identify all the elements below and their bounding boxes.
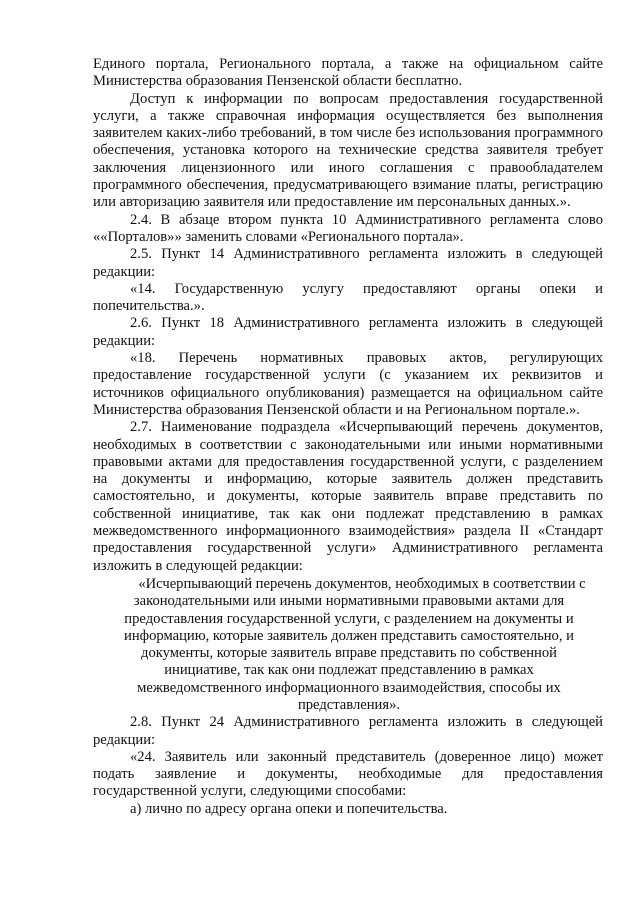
- paragraph-point-18: «18. Перечень нормативных правовых актов, регулирующих предоставление государственной услуги (с указанием их реквизитов и источников официального опубликования) размещается на официальном сайте Министерства образования Пензенской области и на Региональном портале.».: [93, 350, 603, 418]
- subsection-title-block: [105, 576, 593, 714]
- paragraph-2-7: 2.7. Наименование подраздела «Исчерпывающий перечень документов, необходимых в соответствии с законодательными или иными нормативными правовыми актами для предоставления государственной услуги, с разделением на документы и информацию, которые заявитель должен представить самостоятельно, и документы, которые заявитель вправе представить по собственной инициативе, так как они подлежат представлению в рамках межведомственного информационного взаимодействия» раздела II «Стандарт предоставления государственной услуги» Административного регламента изложить в следующей редакции:: [93, 419, 603, 574]
- paragraph-point-24: «24. Заявитель или законный представитель (доверенное лицо) может подать заявление и документы, необходимые для предоставления государственной услуги, следующими способами:: [93, 748, 603, 800]
- subsection-title: «Исчерпывающий перечень документов, необходимых в соответствии с законодательными или иными нормативными правовыми актами для предоставления государственной услуги, с разделением на документы и информацию, которые заявитель должен представить самостоятельно, и документы, которые заявитель вправе представить по собственной инициативе, так как они подлежат представлению в рамках межведомственного информационного взаимодействия, способы их представления».: [124, 575, 586, 713]
- paragraph-2-8: 2.8. Пункт 24 Административного регламента изложить в следующей редакции:: [93, 714, 603, 748]
- document-page: [93, 56, 603, 818]
- paragraph-portal-free: Единого портала, Регионального портала, а также на официальном сайте Министерства образования Пензенской области бесплатно.: [93, 56, 603, 90]
- paragraph-2-4: 2.4. В абзаце втором пункта 10 Административного регламента слово ««Порталов»» заменить словами «Регионального портала».: [93, 211, 603, 245]
- paragraph-point-14: «14. Государственную услугу предоставляют органы опеки и попечительства.».: [93, 280, 603, 315]
- paragraph-item-a: а) лично по адресу органа опеки и попечительства.: [130, 800, 448, 817]
- paragraph-access-info: Доступ к информации по вопросам предоставления государственной услуги, а также справочная информация осуществляется без выполнения заявителем каких-либо требований, в том числе без использования программного обеспечения, установка которого на технические средства заявителя требует заключения лицензионного или иного соглашения с правообладателем программного обеспечения, предусматривающего взимание платы, регистрацию или авторизацию заявителя или предоставление им персональных данных.».: [93, 90, 603, 211]
- paragraph-2-5: 2.5. Пункт 14 Административного регламента изложить в следующей редакции:: [93, 246, 603, 280]
- paragraph-2-6: 2.6. Пункт 18 Административного регламента изложить в следующей редакции:: [93, 315, 603, 349]
